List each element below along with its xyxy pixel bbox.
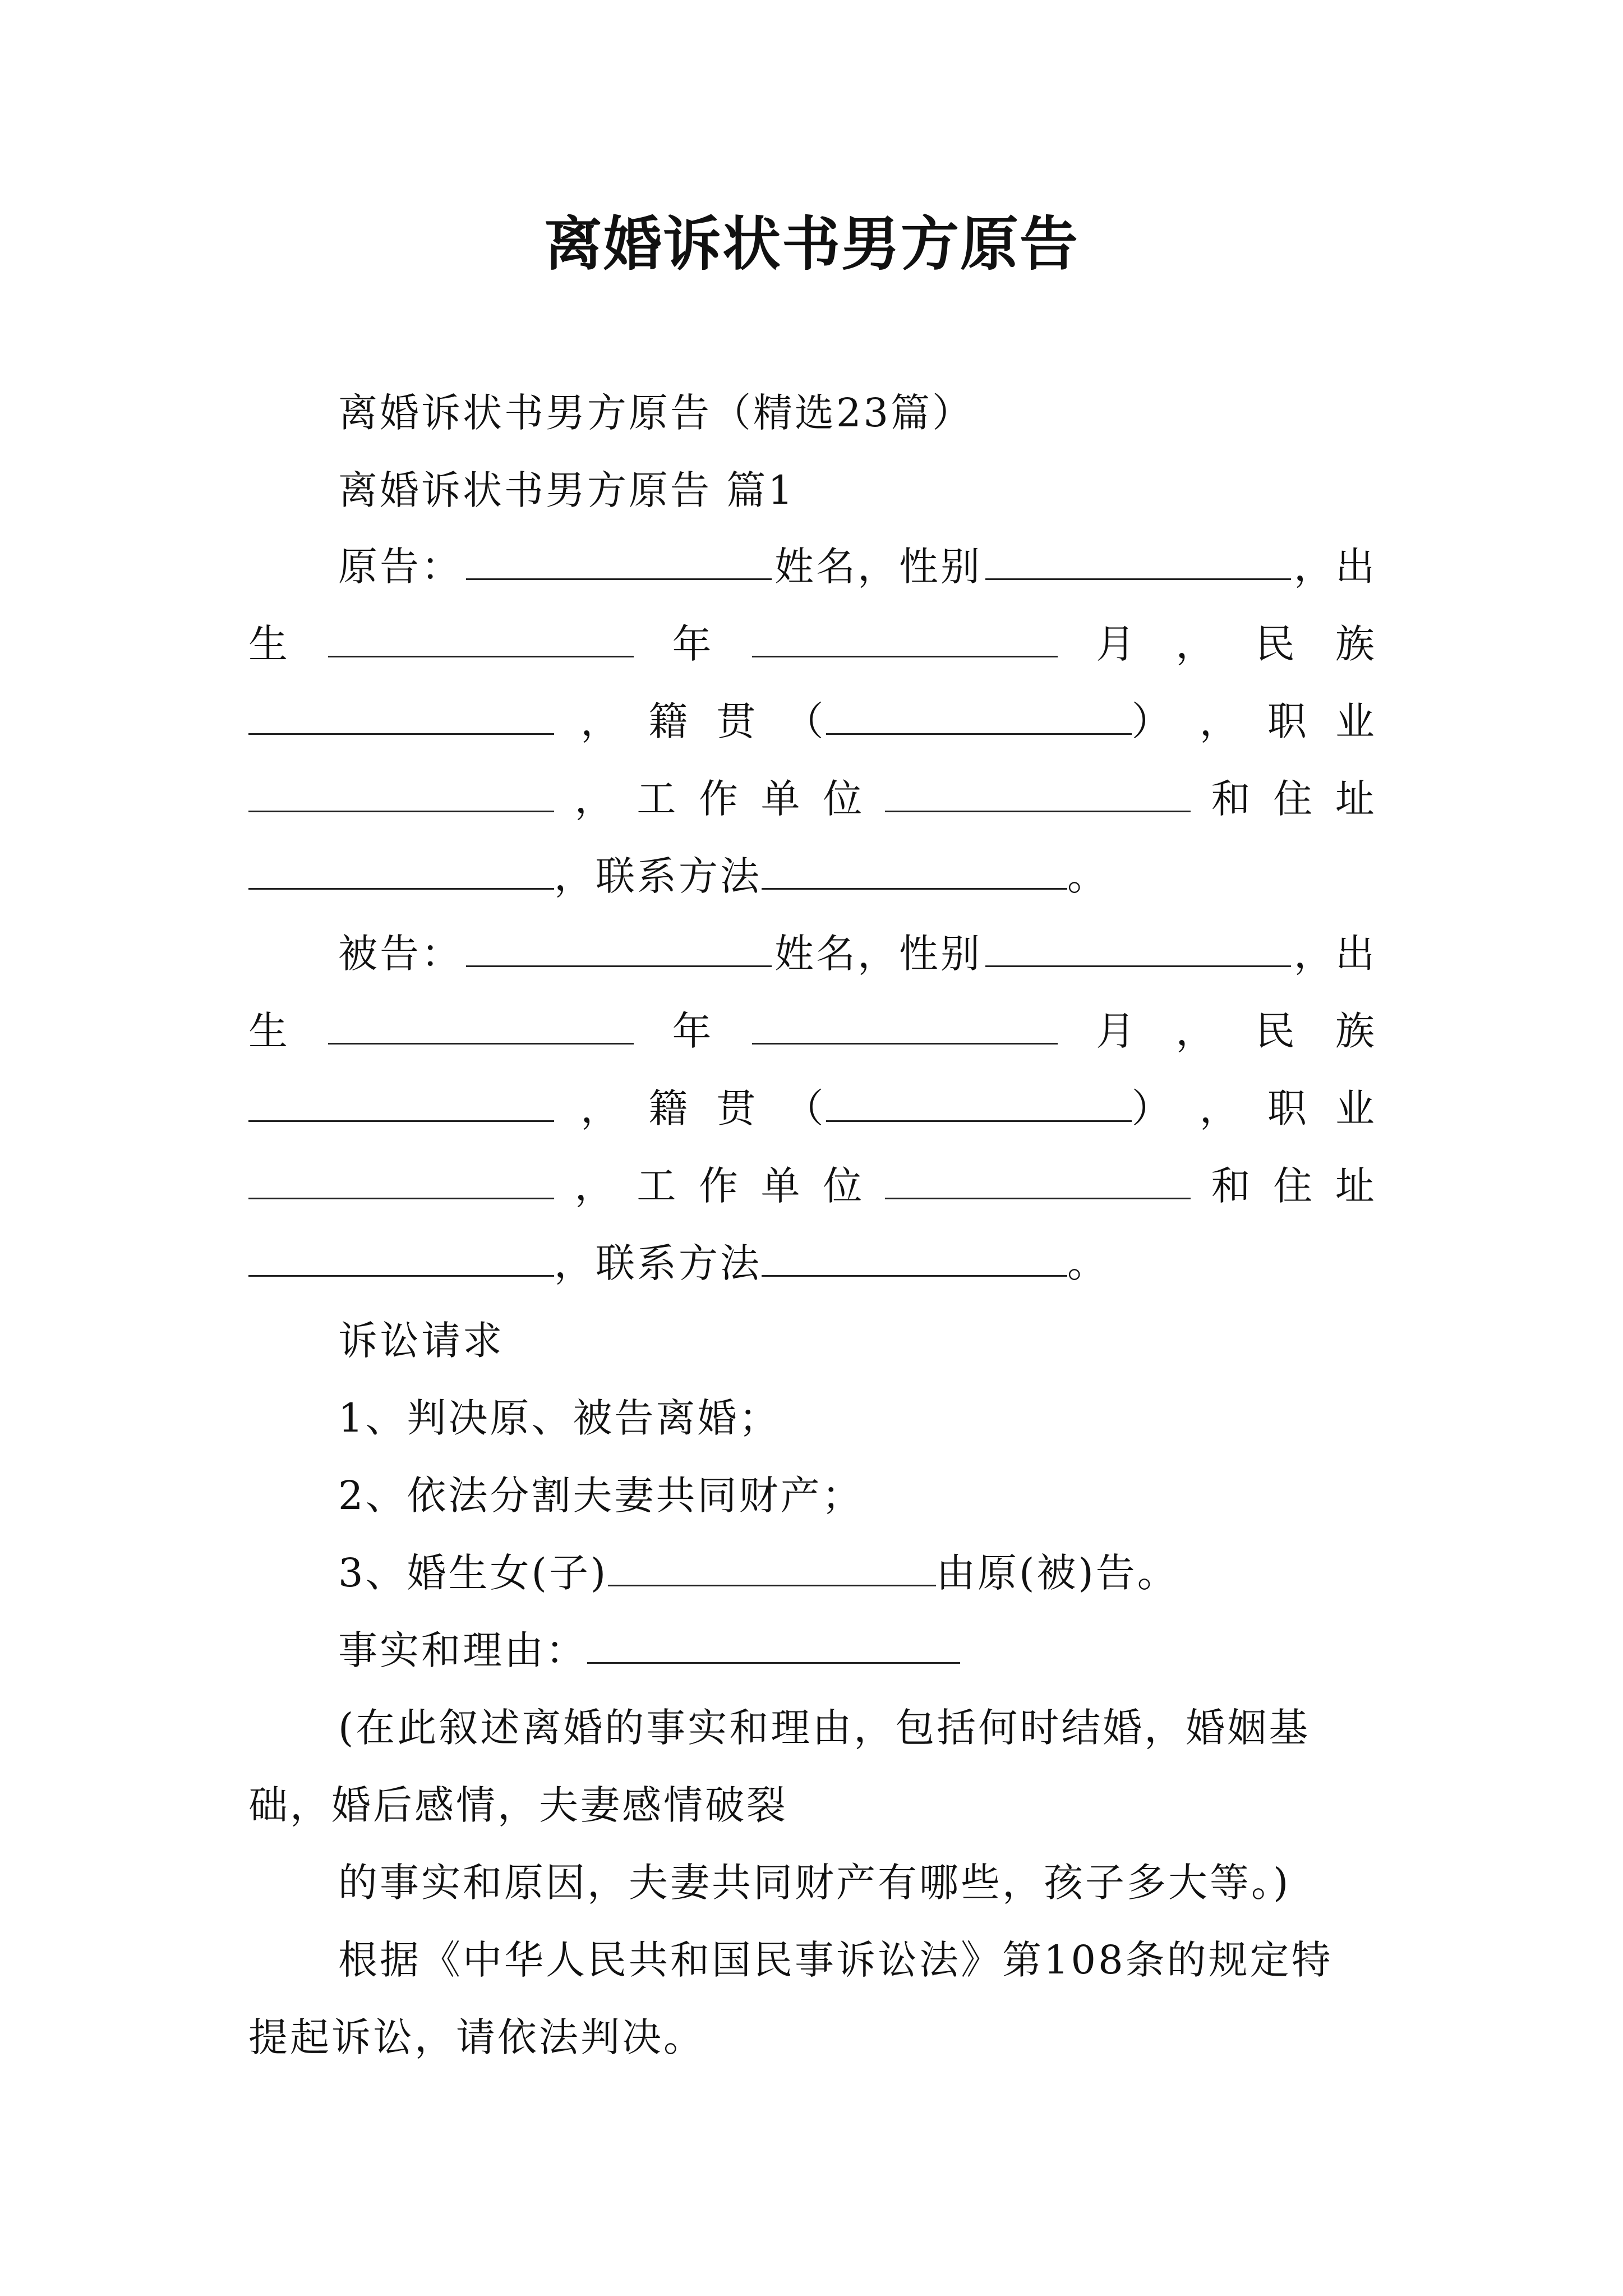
plaintiff-lparen: （ [784,698,826,744]
plaintiff-line-4 [248,760,1377,838]
defendant-comma-1: ， [1175,1008,1218,1054]
plaintiff-line-5 [248,838,1377,915]
defendant-name-blank[interactable] [466,934,772,967]
plaintiff-he: 和 [1211,776,1253,822]
plaintiff-comma-1: ， [1175,621,1218,667]
section-heading: 离婚诉状书男方原告 篇1 [338,467,795,513]
claim-item-3-suffix: 由原(被)告。 [936,1550,1179,1596]
defendant-occupation-blank[interactable] [248,1166,554,1199]
defendant-lparen: （ [784,1085,826,1131]
plaintiff-birth-label: ，出 [1294,544,1377,590]
defendant-ethnicity-blank[interactable] [248,1089,554,1122]
defendant-month-blank[interactable] [752,1011,1058,1045]
defendant-comma-3: ， [1199,1085,1241,1131]
plaintiff-zu: 族 [1335,621,1377,667]
claims-heading: 诉讼请求 [338,1318,504,1364]
defendant-contact-blank[interactable] [762,1244,1067,1277]
plaintiff-ji: 籍 [648,698,690,744]
defendant-employer-blank[interactable] [885,1166,1191,1199]
plaintiff-yue: 月 [1096,621,1138,667]
defendant-zhi: 职 [1267,1085,1309,1131]
plaintiff-comma-3: ， [1199,698,1241,744]
plaintiff-employer-blank[interactable] [885,779,1191,812]
plaintiff-contact-blank[interactable] [762,857,1067,890]
defendant-rparen: ） [1131,1085,1173,1131]
defendant-comma-4: ， [574,1163,616,1209]
facts-note-line-1: (在此叙述离婚的事实和理由，包括何时结婚，婚姻基 [338,1705,1311,1751]
defendant-line-5 [248,1225,1377,1302]
plaintiff-name-blank[interactable] [466,547,772,580]
defendant-gong: 工 [637,1163,679,1209]
plaintiff-ethnicity-blank[interactable] [248,702,554,735]
defendant-contact-label: ，联系方法 [554,1240,762,1286]
plaintiff-end: 。 [1067,853,1109,899]
facts-line [248,1612,1377,1689]
plaintiff-min: 民 [1255,621,1297,667]
defendant-comma-2: ， [580,1085,623,1131]
plaintiff-line-3 [248,683,1377,760]
plaintiff-line-2 [248,605,1377,683]
plaintiff-wei: 位 [823,776,865,822]
defendant-name-gender-label: 姓名，性别 [774,931,982,977]
plaintiff-name-gender-label: 姓名，性别 [774,544,982,590]
defendant-line-4 [248,1147,1377,1225]
plaintiff-address-blank[interactable] [248,857,554,890]
plaintiff-zhi2: 址 [1335,776,1377,822]
plaintiff-guan: 贯 [716,698,758,744]
defendant-end: 。 [1067,1240,1109,1286]
defendant-ye: 业 [1335,1085,1377,1131]
plaintiff-month-blank[interactable] [752,624,1058,657]
plaintiff-year-blank[interactable] [328,624,634,657]
claim-item-1: 1、判决原、被告离婚； [338,1395,781,1441]
defendant-address-blank[interactable] [248,1244,554,1277]
custody-blank[interactable] [608,1553,936,1586]
plaintiff-zhi: 职 [1267,698,1309,744]
defendant-zu: 族 [1335,1008,1377,1054]
defendant-label: 被告： [338,931,463,977]
claim-item-2: 2、依法分割夫妻共同财产； [338,1473,864,1519]
defendant-nian: 年 [672,1008,714,1054]
defendant-guan: 贯 [716,1085,758,1131]
defendant-native-blank[interactable] [826,1089,1132,1122]
defendant-zhu: 住 [1273,1163,1315,1209]
defendant-sheng: 生 [248,1008,290,1054]
plaintiff-sheng: 生 [248,621,290,667]
defendant-zhi2: 址 [1335,1163,1377,1209]
subtitle: 离婚诉状书男方原告（精选23篇） [338,390,974,436]
plaintiff-contact-label: ，联系方法 [554,853,762,899]
plaintiff-occupation-blank[interactable] [248,779,554,812]
plaintiff-native-blank[interactable] [826,702,1132,735]
plaintiff-native-group [785,683,1173,760]
closing-line-2: 提起诉讼，请依法判决。 [248,2014,705,2060]
plaintiff-zhu: 住 [1273,776,1315,822]
plaintiff-line-1 [248,528,1377,605]
defendant-line-1 [248,915,1377,992]
closing-line-1: 根据《中华人民共和国民事诉讼法》第108条的规定特 [338,1937,1333,1983]
facts-blank[interactable] [587,1631,960,1664]
plaintiff-gender-blank[interactable] [985,547,1291,580]
defendant-birth-label: ，出 [1294,931,1377,977]
facts-note-line-3: 的事实和原因，夫妻共同财产有哪些，孩子多大等。) [338,1860,1291,1906]
defendant-line-3 [248,1070,1377,1147]
page-title: 离婚诉状书男方原告 [543,209,1079,278]
plaintiff-label: 原告： [338,544,463,590]
defendant-he: 和 [1211,1163,1253,1209]
plaintiff-zuo: 作 [698,776,740,822]
plaintiff-gong: 工 [637,776,679,822]
facts-note-line-2: 础，婚后感情，夫妻感情破裂 [248,1782,788,1828]
defendant-year-blank[interactable] [328,1011,634,1045]
defendant-yue: 月 [1096,1008,1138,1054]
claim-item-3-prefix: 3、婚生女(子) [338,1550,608,1596]
plaintiff-comma-2: ， [580,698,623,744]
defendant-wei: 位 [823,1163,865,1209]
plaintiff-ye: 业 [1335,698,1377,744]
plaintiff-comma-4: ， [574,776,616,822]
defendant-ji: 籍 [648,1085,690,1131]
defendant-min: 民 [1255,1008,1297,1054]
facts-label: 事实和理由： [338,1627,587,1673]
plaintiff-rparen: ） [1131,698,1173,744]
defendant-gender-blank[interactable] [985,934,1291,967]
defendant-line-2 [248,992,1377,1070]
claim-item-3 [248,1534,1377,1612]
defendant-native-group [785,1070,1173,1147]
plaintiff-dan: 单 [760,776,803,822]
defendant-zuo: 作 [698,1163,740,1209]
plaintiff-nian: 年 [672,621,714,667]
defendant-dan: 单 [760,1163,803,1209]
